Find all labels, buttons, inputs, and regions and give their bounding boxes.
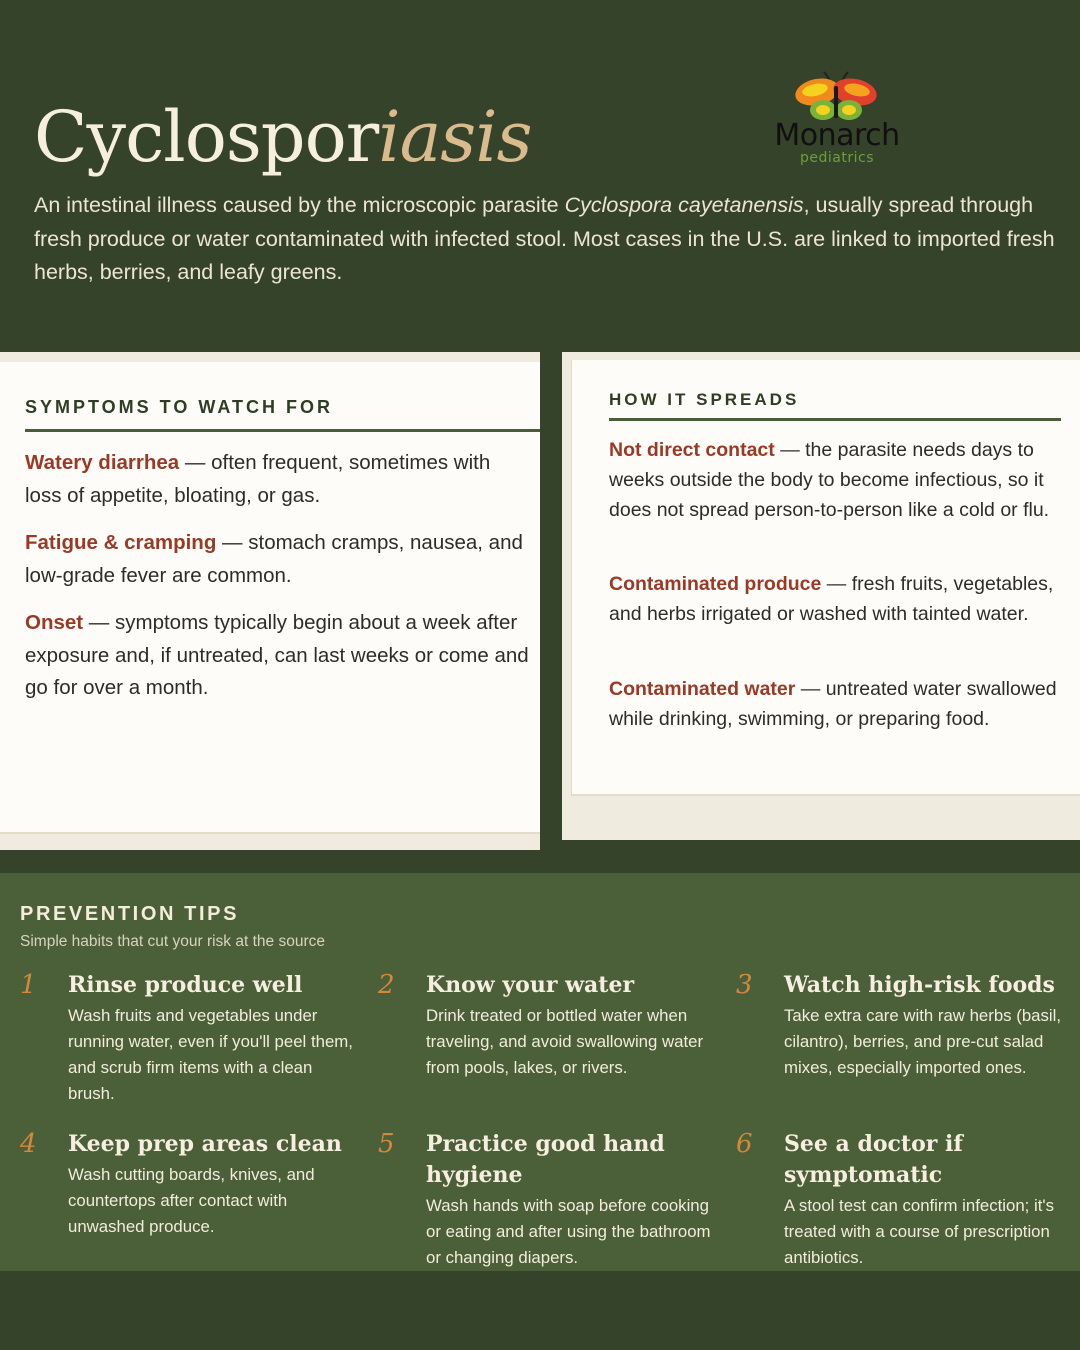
symptom-item xyxy=(25,447,530,512)
tip-number: 4 xyxy=(20,1129,37,1159)
tip-number: 2 xyxy=(378,970,395,1000)
spread-term: Contaminated produce xyxy=(609,573,822,595)
symptom-item xyxy=(25,527,530,592)
monarch-logo xyxy=(768,70,904,170)
tip-number: 5 xyxy=(378,1129,395,1159)
tip-number: 1 xyxy=(20,970,37,1000)
symptoms-card-body xyxy=(0,362,540,834)
logo-name: Monarch xyxy=(774,118,900,153)
tip-item xyxy=(736,970,1066,1110)
tip-text: Take extra care with raw herbs (basil, cilantro), berries, and pre-cut salad mixes, especially imported ones. xyxy=(784,1006,1061,1077)
spreads-heading: HOW IT SPREADS xyxy=(609,390,800,409)
symptom-term: Watery diarrhea xyxy=(25,451,180,474)
tip-item xyxy=(378,970,708,1110)
header xyxy=(0,0,1080,352)
spread-text: — the parasite needs days to weeks outside the body to become infectious, so it does not spread person-to-person like a cold or flu. xyxy=(609,439,1050,521)
logo-subtitle: pediatrics xyxy=(800,150,874,166)
spread-item xyxy=(609,435,1064,525)
tip-item xyxy=(736,1129,1066,1269)
symptoms-card xyxy=(0,352,540,850)
symptom-term: Fatigue & cramping xyxy=(25,531,217,554)
spread-item xyxy=(609,569,1064,629)
intro-text-end: , usually spread through fresh produce or water contaminated with infected stool. Most cases in the U.S. are linked to imported fresh herbs, berries, and leafy greens. xyxy=(34,193,1055,284)
symptom-text: — stomach cramps, nausea, and low-grade fever are common. xyxy=(25,531,523,587)
tip-title: Watch high-risk foods xyxy=(784,972,1055,998)
tip-title: Rinse produce well xyxy=(68,972,303,998)
spread-text: — fresh fruits, vegetables, and herbs irrigated or washed with tainted water. xyxy=(609,573,1054,625)
tip-item xyxy=(20,970,353,1110)
symptom-text: — often frequent, sometimes with loss of appetite, bloating, or gas. xyxy=(25,451,491,507)
symptoms-divider xyxy=(25,429,540,432)
symptom-text: — symptoms typically begin about a week after exposure and, if untreated, can last weeks or come and go for over a month. xyxy=(25,611,529,699)
symptoms-heading: SYMPTOMS TO WATCH FOR xyxy=(25,397,334,417)
tip-number: 6 xyxy=(736,1129,753,1159)
symptom-item xyxy=(25,607,530,705)
intro-species-name: Cyclospora cayetanensis xyxy=(564,193,804,217)
spread-term: Contaminated water xyxy=(609,678,796,700)
tip-title: Practice good hand hygiene xyxy=(426,1131,665,1188)
spreads-card xyxy=(562,352,1080,840)
tip-title: Keep prep areas clean xyxy=(68,1131,342,1157)
intro-text-start: An intestinal illness caused by the microscopic parasite xyxy=(34,193,565,217)
tip-text: Wash cutting boards, knives, and countertops after contact with unwashed produce. xyxy=(68,1165,315,1236)
intro-paragraph xyxy=(34,189,1074,290)
tip-item xyxy=(20,1129,350,1269)
tip-title: See a doctor if symptomatic xyxy=(784,1131,963,1188)
title-accent: iasis xyxy=(378,96,532,178)
spread-text: — untreated water swallowed while drinking, swimming, or preparing food. xyxy=(609,678,1057,730)
tip-text: Wash hands with soap before cooking or eating and after using the bathroom or changing diapers. xyxy=(426,1196,711,1267)
tip-item xyxy=(378,1129,711,1269)
spreads-card-body xyxy=(571,360,1080,796)
spreads-divider xyxy=(609,418,1061,421)
prevention-heading: PREVENTION TIPS xyxy=(20,903,240,925)
tip-number: 3 xyxy=(736,970,753,1000)
tip-text: Drink treated or bottled water when traveling, and avoid swallowing water from pools, lakes, or rivers. xyxy=(426,1006,704,1077)
prevention-section xyxy=(0,873,1080,1271)
spread-term: Not direct contact xyxy=(609,439,775,461)
tip-text: A stool test can confirm infection; it's treated with a course of prescription antibiotics. xyxy=(784,1196,1054,1267)
prevention-subtitle: Simple habits that cut your risk at the source xyxy=(20,933,325,950)
tip-text: Wash fruits and vegetables under running water, even if you'll peel them, and scrub firm items with a clean brush. xyxy=(68,1006,353,1103)
page-title xyxy=(34,92,532,182)
spread-item xyxy=(609,674,1064,734)
tip-title: Know your water xyxy=(426,972,635,998)
symptom-term: Onset xyxy=(25,611,84,634)
title-main: Cyclospor xyxy=(34,96,379,178)
